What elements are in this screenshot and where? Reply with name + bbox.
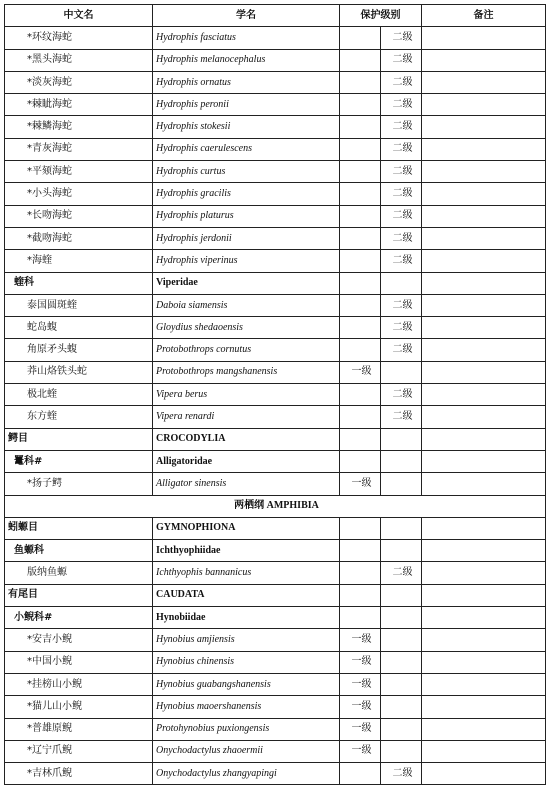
header-protection-level: 保护级别 bbox=[340, 5, 422, 27]
level-two-cell: 二级 bbox=[381, 183, 422, 205]
remarks-cell bbox=[422, 428, 546, 450]
chinese-name-cell: *黑头海蛇 bbox=[5, 49, 153, 71]
remarks-cell bbox=[422, 673, 546, 695]
scientific-name-cell: Protobothrops mangshanensis bbox=[153, 361, 340, 383]
scientific-name-cell: Hydrophis ornatus bbox=[153, 71, 340, 93]
level-one-cell bbox=[340, 339, 381, 361]
remarks-cell bbox=[422, 629, 546, 651]
scientific-name-cell: Ichthyophis bannanicus bbox=[153, 562, 340, 584]
level-one-cell bbox=[340, 116, 381, 138]
species-row bbox=[5, 562, 546, 584]
taxon-row bbox=[5, 428, 546, 450]
remarks-cell bbox=[422, 183, 546, 205]
species-row bbox=[5, 718, 546, 740]
chinese-name-cell: 极北蝰 bbox=[5, 384, 153, 406]
scientific-name-cell: Hynobius chinensis bbox=[153, 651, 340, 673]
scientific-name-cell: Protobothrops cornutus bbox=[153, 339, 340, 361]
remarks-cell bbox=[422, 227, 546, 249]
table-body bbox=[5, 27, 546, 785]
level-one-cell bbox=[340, 562, 381, 584]
level-two-cell bbox=[381, 718, 422, 740]
scientific-name-cell: Hynobius maoershanensis bbox=[153, 696, 340, 718]
scientific-name-cell: Hydrophis viperinus bbox=[153, 250, 340, 272]
header-row bbox=[5, 5, 546, 27]
scientific-name-cell: Hydrophis peronii bbox=[153, 94, 340, 116]
level-one-cell bbox=[340, 607, 381, 629]
level-one-cell bbox=[340, 294, 381, 316]
remarks-cell bbox=[422, 540, 546, 562]
level-two-cell bbox=[381, 517, 422, 539]
level-one-cell: 一级 bbox=[340, 651, 381, 673]
level-one-cell bbox=[340, 428, 381, 450]
remarks-cell bbox=[422, 161, 546, 183]
scientific-name-cell: Vipera renardi bbox=[153, 406, 340, 428]
remarks-cell bbox=[422, 339, 546, 361]
scientific-name-cell: Protohynobius puxiongensis bbox=[153, 718, 340, 740]
scientific-name-cell: Hynobius guabangshanensis bbox=[153, 673, 340, 695]
remarks-cell bbox=[422, 94, 546, 116]
level-two-cell: 二级 bbox=[381, 562, 422, 584]
level-one-cell bbox=[340, 384, 381, 406]
species-row bbox=[5, 384, 546, 406]
level-one-cell: 一级 bbox=[340, 473, 381, 495]
class-banner: 两栖纲 AMPHIBIA bbox=[5, 495, 546, 517]
level-one-cell bbox=[340, 94, 381, 116]
species-row bbox=[5, 227, 546, 249]
remarks-cell bbox=[422, 317, 546, 339]
scientific-name-cell: Alligatoridae bbox=[153, 450, 340, 472]
species-row bbox=[5, 49, 546, 71]
level-two-cell bbox=[381, 272, 422, 294]
scientific-name-cell: Hydrophis gracilis bbox=[153, 183, 340, 205]
level-two-cell: 二级 bbox=[381, 138, 422, 160]
level-two-cell: 二级 bbox=[381, 71, 422, 93]
level-two-cell: 二级 bbox=[381, 49, 422, 71]
species-row bbox=[5, 696, 546, 718]
level-one-cell bbox=[340, 138, 381, 160]
level-two-cell bbox=[381, 651, 422, 673]
level-two-cell: 二级 bbox=[381, 317, 422, 339]
species-row bbox=[5, 183, 546, 205]
level-two-cell: 二级 bbox=[381, 339, 422, 361]
level-two-cell: 二级 bbox=[381, 227, 422, 249]
scientific-name-cell: Gloydius shedaoensis bbox=[153, 317, 340, 339]
taxon-row bbox=[5, 540, 546, 562]
level-two-cell: 二级 bbox=[381, 205, 422, 227]
level-one-cell bbox=[340, 584, 381, 606]
chinese-name-cell: 鳄目 bbox=[5, 428, 153, 450]
level-one-cell bbox=[340, 49, 381, 71]
level-one-cell bbox=[340, 71, 381, 93]
remarks-cell bbox=[422, 763, 546, 785]
remarks-cell bbox=[422, 384, 546, 406]
scientific-name-cell: Hydrophis platurus bbox=[153, 205, 340, 227]
level-one-cell bbox=[340, 250, 381, 272]
level-one-cell bbox=[340, 517, 381, 539]
species-row bbox=[5, 294, 546, 316]
chinese-name-cell: 小鲵科# bbox=[5, 607, 153, 629]
taxon-row bbox=[5, 450, 546, 472]
species-row bbox=[5, 27, 546, 49]
level-two-cell bbox=[381, 473, 422, 495]
chinese-name-cell: 鱼螈科 bbox=[5, 540, 153, 562]
remarks-cell bbox=[422, 250, 546, 272]
species-row bbox=[5, 673, 546, 695]
remarks-cell bbox=[422, 272, 546, 294]
level-one-cell bbox=[340, 272, 381, 294]
species-row bbox=[5, 317, 546, 339]
level-one-cell bbox=[340, 450, 381, 472]
remarks-cell bbox=[422, 562, 546, 584]
remarks-cell bbox=[422, 361, 546, 383]
remarks-cell bbox=[422, 138, 546, 160]
chinese-name-cell: *猫儿山小鲵 bbox=[5, 696, 153, 718]
scientific-name-cell: CAUDATA bbox=[153, 584, 340, 606]
chinese-name-cell: *海蝰 bbox=[5, 250, 153, 272]
chinese-name-cell: *挂榜山小鲵 bbox=[5, 673, 153, 695]
chinese-name-cell: 泰国圆斑蝰 bbox=[5, 294, 153, 316]
remarks-cell bbox=[422, 71, 546, 93]
remarks-cell bbox=[422, 517, 546, 539]
remarks-cell bbox=[422, 696, 546, 718]
scientific-name-cell: Onychodactylus zhangyapingi bbox=[153, 763, 340, 785]
chinese-name-cell: *吉林爪鲵 bbox=[5, 763, 153, 785]
header-remarks: 备注 bbox=[422, 5, 546, 27]
level-one-cell bbox=[340, 27, 381, 49]
level-one-cell bbox=[340, 406, 381, 428]
remarks-cell bbox=[422, 27, 546, 49]
protected-species-table bbox=[4, 4, 546, 785]
remarks-cell bbox=[422, 205, 546, 227]
level-two-cell bbox=[381, 584, 422, 606]
remarks-cell bbox=[422, 116, 546, 138]
scientific-name-cell: Hydrophis stokesii bbox=[153, 116, 340, 138]
species-row bbox=[5, 94, 546, 116]
species-row bbox=[5, 629, 546, 651]
scientific-name-cell: Hynobius amjiensis bbox=[153, 629, 340, 651]
remarks-cell bbox=[422, 607, 546, 629]
chinese-name-cell: 莽山烙铁头蛇 bbox=[5, 361, 153, 383]
level-two-cell bbox=[381, 740, 422, 762]
species-row bbox=[5, 250, 546, 272]
chinese-name-cell: *小头海蛇 bbox=[5, 183, 153, 205]
level-one-cell bbox=[340, 205, 381, 227]
remarks-cell bbox=[422, 406, 546, 428]
chinese-name-cell: 蝰科 bbox=[5, 272, 153, 294]
chinese-name-cell: *普雄原鲵 bbox=[5, 718, 153, 740]
chinese-name-cell: 鼍科# bbox=[5, 450, 153, 472]
level-two-cell bbox=[381, 607, 422, 629]
remarks-cell bbox=[422, 294, 546, 316]
scientific-name-cell: Hydrophis curtus bbox=[153, 161, 340, 183]
taxon-row bbox=[5, 517, 546, 539]
species-row bbox=[5, 161, 546, 183]
species-row bbox=[5, 138, 546, 160]
chinese-name-cell: 蛇岛蝮 bbox=[5, 317, 153, 339]
species-row bbox=[5, 116, 546, 138]
chinese-name-cell: *中国小鲵 bbox=[5, 651, 153, 673]
level-two-cell bbox=[381, 696, 422, 718]
chinese-name-cell: 角原矛头蝮 bbox=[5, 339, 153, 361]
level-two-cell: 二级 bbox=[381, 294, 422, 316]
header-chinese-name: 中文名 bbox=[5, 5, 153, 27]
chinese-name-cell: *淡灰海蛇 bbox=[5, 71, 153, 93]
chinese-name-cell: *棘鳞海蛇 bbox=[5, 116, 153, 138]
level-two-cell bbox=[381, 629, 422, 651]
remarks-cell bbox=[422, 718, 546, 740]
chinese-name-cell: 蚓螈目 bbox=[5, 517, 153, 539]
level-one-cell bbox=[340, 227, 381, 249]
species-row bbox=[5, 406, 546, 428]
species-row bbox=[5, 205, 546, 227]
level-two-cell bbox=[381, 361, 422, 383]
level-two-cell bbox=[381, 428, 422, 450]
scientific-name-cell: Vipera berus bbox=[153, 384, 340, 406]
remarks-cell bbox=[422, 584, 546, 606]
remarks-cell bbox=[422, 651, 546, 673]
scientific-name-cell: Daboia siamensis bbox=[153, 294, 340, 316]
scientific-name-cell: GYMNOPHIONA bbox=[153, 517, 340, 539]
level-one-cell bbox=[340, 183, 381, 205]
chinese-name-cell: *青灰海蛇 bbox=[5, 138, 153, 160]
level-one-cell: 一级 bbox=[340, 740, 381, 762]
level-one-cell: 一级 bbox=[340, 673, 381, 695]
scientific-name-cell: Ichthyophiidae bbox=[153, 540, 340, 562]
level-two-cell: 二级 bbox=[381, 763, 422, 785]
header-scientific-name: 学名 bbox=[153, 5, 340, 27]
remarks-cell bbox=[422, 450, 546, 472]
level-two-cell: 二级 bbox=[381, 116, 422, 138]
level-two-cell: 二级 bbox=[381, 406, 422, 428]
level-two-cell bbox=[381, 673, 422, 695]
class-banner-row bbox=[5, 495, 546, 517]
level-one-cell: 一级 bbox=[340, 718, 381, 740]
level-one-cell bbox=[340, 317, 381, 339]
scientific-name-cell: CROCODYLIA bbox=[153, 428, 340, 450]
scientific-name-cell: Onychodactylus zhaoermii bbox=[153, 740, 340, 762]
scientific-name-cell: Alligator sinensis bbox=[153, 473, 340, 495]
level-two-cell: 二级 bbox=[381, 384, 422, 406]
level-two-cell: 二级 bbox=[381, 250, 422, 272]
chinese-name-cell: 东方蝰 bbox=[5, 406, 153, 428]
scientific-name-cell: Hydrophis fasciatus bbox=[153, 27, 340, 49]
chinese-name-cell: *辽宁爪鲵 bbox=[5, 740, 153, 762]
level-one-cell: 一级 bbox=[340, 629, 381, 651]
scientific-name-cell: Hynobiidae bbox=[153, 607, 340, 629]
species-row bbox=[5, 473, 546, 495]
remarks-cell bbox=[422, 740, 546, 762]
level-two-cell: 二级 bbox=[381, 94, 422, 116]
taxon-row bbox=[5, 584, 546, 606]
scientific-name-cell: Hydrophis jerdonii bbox=[153, 227, 340, 249]
scientific-name-cell: Viperidae bbox=[153, 272, 340, 294]
species-row bbox=[5, 740, 546, 762]
remarks-cell bbox=[422, 473, 546, 495]
level-two-cell bbox=[381, 450, 422, 472]
chinese-name-cell: *长吻海蛇 bbox=[5, 205, 153, 227]
chinese-name-cell: 版纳鱼螈 bbox=[5, 562, 153, 584]
chinese-name-cell: 有尾目 bbox=[5, 584, 153, 606]
species-row bbox=[5, 339, 546, 361]
level-one-cell bbox=[340, 763, 381, 785]
scientific-name-cell: Hydrophis caerulescens bbox=[153, 138, 340, 160]
taxon-row bbox=[5, 272, 546, 294]
species-row bbox=[5, 361, 546, 383]
level-two-cell: 二级 bbox=[381, 27, 422, 49]
remarks-cell bbox=[422, 49, 546, 71]
level-one-cell: 一级 bbox=[340, 361, 381, 383]
chinese-name-cell: *棘眦海蛇 bbox=[5, 94, 153, 116]
species-row bbox=[5, 71, 546, 93]
level-two-cell: 二级 bbox=[381, 161, 422, 183]
scientific-name-cell: Hydrophis melanocephalus bbox=[153, 49, 340, 71]
chinese-name-cell: *截吻海蛇 bbox=[5, 227, 153, 249]
chinese-name-cell: *扬子鳄 bbox=[5, 473, 153, 495]
species-row bbox=[5, 763, 546, 785]
level-one-cell: 一级 bbox=[340, 696, 381, 718]
level-one-cell bbox=[340, 161, 381, 183]
chinese-name-cell: *平颏海蛇 bbox=[5, 161, 153, 183]
level-two-cell bbox=[381, 540, 422, 562]
level-one-cell bbox=[340, 540, 381, 562]
chinese-name-cell: *环纹海蛇 bbox=[5, 27, 153, 49]
taxon-row bbox=[5, 607, 546, 629]
species-row bbox=[5, 651, 546, 673]
chinese-name-cell: *安吉小鲵 bbox=[5, 629, 153, 651]
